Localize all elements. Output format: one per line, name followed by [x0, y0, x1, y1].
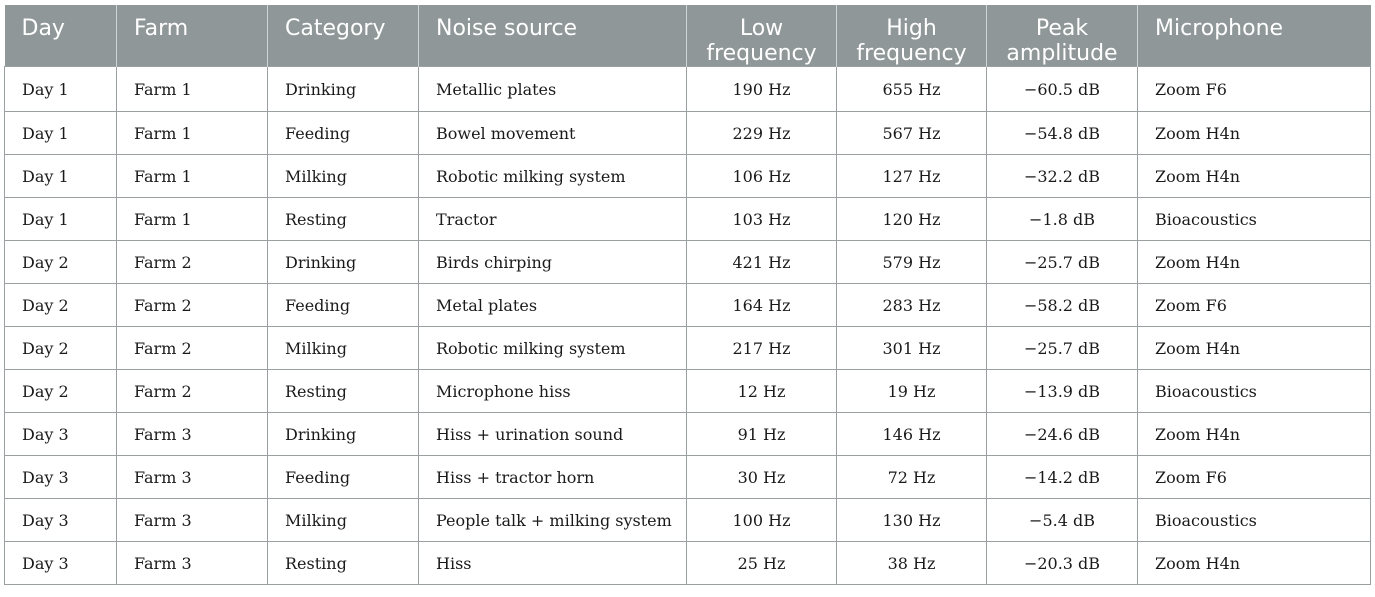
- high-frequency-cell: 127 Hz: [837, 155, 987, 198]
- peak-amplitude-cell: −54.8 dB: [987, 112, 1138, 155]
- category-cell: Milking: [268, 155, 419, 198]
- category-cell: Resting: [268, 198, 419, 241]
- peak-amplitude-cell: −25.7 dB: [987, 327, 1138, 370]
- noise-source-cell: Hiss + urination sound: [419, 413, 687, 456]
- farm-cell: Farm 2: [117, 284, 268, 327]
- category-cell: Feeding: [268, 456, 419, 499]
- peak-amplitude-cell: −60.5 dB: [987, 67, 1138, 112]
- column-header-noise-source: Noise source: [419, 5, 687, 67]
- table-row: [5, 542, 1371, 585]
- high-frequency-cell: 130 Hz: [837, 499, 987, 542]
- table-body: [5, 67, 1371, 585]
- microphone-cell: Zoom H4n: [1138, 542, 1371, 585]
- table-row: [5, 456, 1371, 499]
- high-frequency-cell: 579 Hz: [837, 241, 987, 284]
- low-frequency-cell: 91 Hz: [687, 413, 837, 456]
- column-header-day: Day: [5, 5, 117, 67]
- category-cell: Drinking: [268, 241, 419, 284]
- peak-amplitude-cell: −5.4 dB: [987, 499, 1138, 542]
- category-cell: Feeding: [268, 284, 419, 327]
- high-frequency-cell: 567 Hz: [837, 112, 987, 155]
- day-cell: Day 1: [5, 198, 117, 241]
- peak-amplitude-cell: −1.8 dB: [987, 198, 1138, 241]
- farm-cell: Farm 2: [117, 241, 268, 284]
- noise-source-cell: Hiss: [419, 542, 687, 585]
- high-frequency-cell: 283 Hz: [837, 284, 987, 327]
- low-frequency-cell: 12 Hz: [687, 370, 837, 413]
- microphone-cell: Zoom F6: [1138, 284, 1371, 327]
- column-header-microphone: Microphone: [1138, 5, 1371, 67]
- peak-amplitude-cell: −14.2 dB: [987, 456, 1138, 499]
- day-cell: Day 1: [5, 67, 117, 112]
- table-row: [5, 155, 1371, 198]
- peak-amplitude-cell: −58.2 dB: [987, 284, 1138, 327]
- noise-source-cell: Birds chirping: [419, 241, 687, 284]
- low-frequency-cell: 106 Hz: [687, 155, 837, 198]
- microphone-cell: Zoom H4n: [1138, 241, 1371, 284]
- category-cell: Drinking: [268, 413, 419, 456]
- microphone-cell: Zoom H4n: [1138, 112, 1371, 155]
- microphone-cell: Zoom F6: [1138, 456, 1371, 499]
- farm-cell: Farm 2: [117, 370, 268, 413]
- day-cell: Day 2: [5, 327, 117, 370]
- microphone-cell: Bioacoustics: [1138, 499, 1371, 542]
- noise-table: [4, 5, 1371, 585]
- noise-source-cell: Microphone hiss: [419, 370, 687, 413]
- noise-source-cell: Robotic milking system: [419, 327, 687, 370]
- day-cell: Day 1: [5, 155, 117, 198]
- low-frequency-cell: 164 Hz: [687, 284, 837, 327]
- microphone-cell: Bioacoustics: [1138, 198, 1371, 241]
- peak-amplitude-cell: −25.7 dB: [987, 241, 1138, 284]
- farm-cell: Farm 3: [117, 413, 268, 456]
- noise-table-container: [4, 5, 1370, 585]
- noise-source-cell: Metal plates: [419, 284, 687, 327]
- high-frequency-cell: 38 Hz: [837, 542, 987, 585]
- low-frequency-cell: 103 Hz: [687, 198, 837, 241]
- high-frequency-cell: 120 Hz: [837, 198, 987, 241]
- column-header-farm: Farm: [117, 5, 268, 67]
- farm-cell: Farm 1: [117, 67, 268, 112]
- column-header-high-frequency: High frequency: [837, 5, 987, 67]
- high-frequency-cell: 301 Hz: [837, 327, 987, 370]
- high-frequency-cell: 655 Hz: [837, 67, 987, 112]
- microphone-cell: Bioacoustics: [1138, 370, 1371, 413]
- day-cell: Day 3: [5, 542, 117, 585]
- noise-source-cell: Tractor: [419, 198, 687, 241]
- noise-source-cell: Robotic milking system: [419, 155, 687, 198]
- low-frequency-cell: 100 Hz: [687, 499, 837, 542]
- farm-cell: Farm 1: [117, 112, 268, 155]
- day-cell: Day 3: [5, 499, 117, 542]
- microphone-cell: Zoom H4n: [1138, 413, 1371, 456]
- low-frequency-cell: 217 Hz: [687, 327, 837, 370]
- farm-cell: Farm 2: [117, 327, 268, 370]
- table-row: [5, 284, 1371, 327]
- peak-amplitude-cell: −20.3 dB: [987, 542, 1138, 585]
- category-cell: Resting: [268, 370, 419, 413]
- day-cell: Day 3: [5, 413, 117, 456]
- farm-cell: Farm 1: [117, 155, 268, 198]
- column-header-category: Category: [268, 5, 419, 67]
- low-frequency-cell: 421 Hz: [687, 241, 837, 284]
- category-cell: Milking: [268, 499, 419, 542]
- table-row: [5, 112, 1371, 155]
- noise-source-cell: Hiss + tractor horn: [419, 456, 687, 499]
- noise-source-cell: Bowel movement: [419, 112, 687, 155]
- farm-cell: Farm 3: [117, 499, 268, 542]
- day-cell: Day 2: [5, 370, 117, 413]
- table-row: [5, 413, 1371, 456]
- farm-cell: Farm 3: [117, 456, 268, 499]
- day-cell: Day 2: [5, 284, 117, 327]
- low-frequency-cell: 190 Hz: [687, 67, 837, 112]
- day-cell: Day 1: [5, 112, 117, 155]
- table-row: [5, 327, 1371, 370]
- microphone-cell: Zoom F6: [1138, 67, 1371, 112]
- microphone-cell: Zoom H4n: [1138, 327, 1371, 370]
- table-row: [5, 198, 1371, 241]
- category-cell: Feeding: [268, 112, 419, 155]
- high-frequency-cell: 72 Hz: [837, 456, 987, 499]
- farm-cell: Farm 1: [117, 198, 268, 241]
- peak-amplitude-cell: −13.9 dB: [987, 370, 1138, 413]
- noise-source-cell: Metallic plates: [419, 67, 687, 112]
- low-frequency-cell: 229 Hz: [687, 112, 837, 155]
- peak-amplitude-cell: −24.6 dB: [987, 413, 1138, 456]
- table-row: [5, 499, 1371, 542]
- day-cell: Day 2: [5, 241, 117, 284]
- day-cell: Day 3: [5, 456, 117, 499]
- low-frequency-cell: 25 Hz: [687, 542, 837, 585]
- farm-cell: Farm 3: [117, 542, 268, 585]
- category-cell: Resting: [268, 542, 419, 585]
- low-frequency-cell: 30 Hz: [687, 456, 837, 499]
- table-row: [5, 241, 1371, 284]
- peak-amplitude-cell: −32.2 dB: [987, 155, 1138, 198]
- table-header-row: [5, 5, 1371, 67]
- column-header-low-frequency: Low frequency: [687, 5, 837, 67]
- microphone-cell: Zoom H4n: [1138, 155, 1371, 198]
- high-frequency-cell: 146 Hz: [837, 413, 987, 456]
- table-row: [5, 370, 1371, 413]
- category-cell: Milking: [268, 327, 419, 370]
- noise-source-cell: People talk + milking system: [419, 499, 687, 542]
- high-frequency-cell: 19 Hz: [837, 370, 987, 413]
- column-header-peak-amplitude: Peak amplitude: [987, 5, 1138, 67]
- table-row: [5, 67, 1371, 112]
- category-cell: Drinking: [268, 67, 419, 112]
